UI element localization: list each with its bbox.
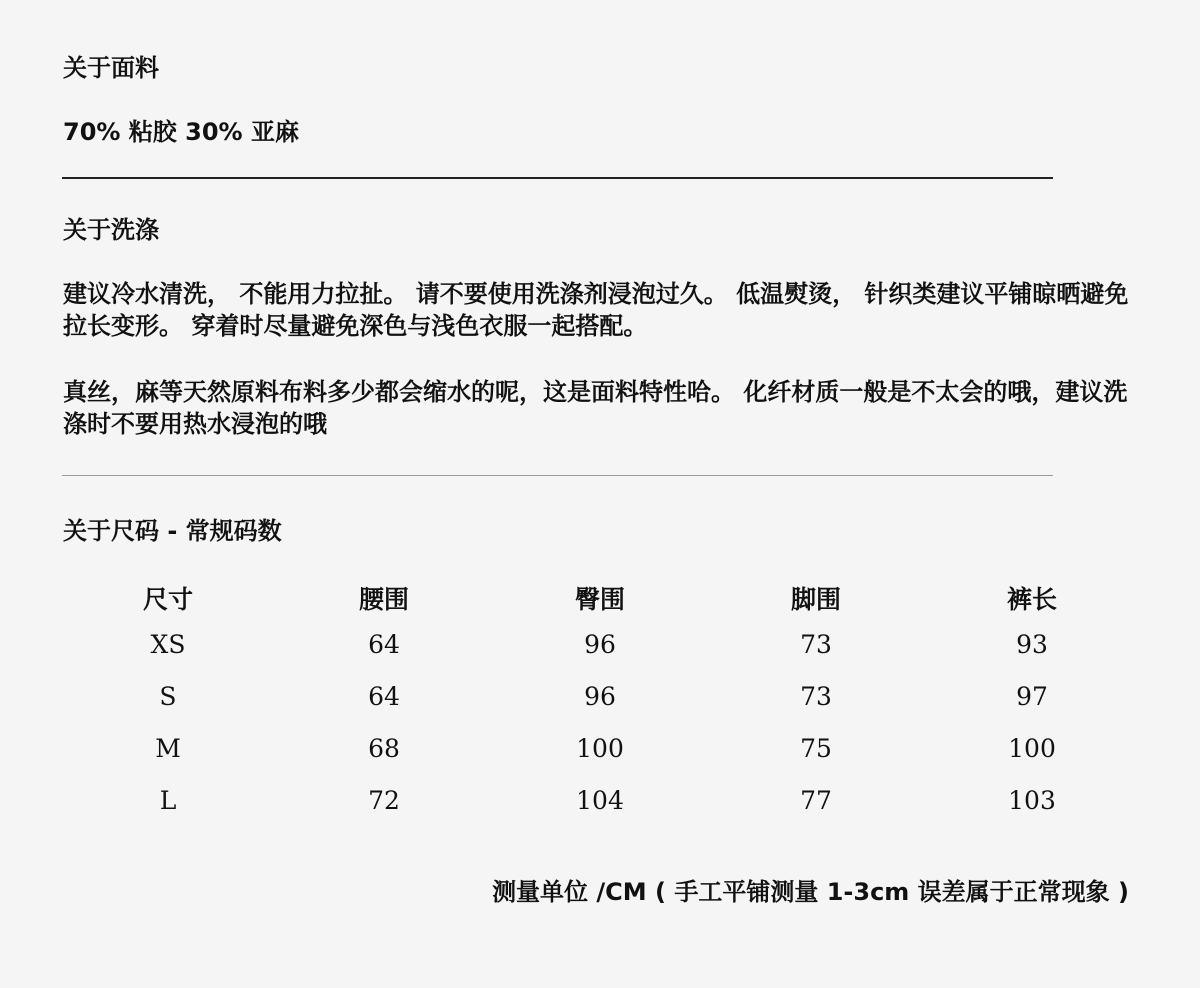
hip-cell: 100 (576, 733, 624, 763)
fabric-heading: 关于面料 (63, 54, 159, 82)
shrinkage-note: 真丝，麻等天然原料布料多少都会缩水的呢，这是面料特性哈。 化纤材质一般是不太会的哦，建议洗涤时不要用热水浸泡的哦 (63, 378, 1128, 438)
table-row (60, 722, 1140, 774)
size-cell: M (155, 733, 181, 763)
column-header-length: 裤长 (1006, 585, 1057, 614)
hip-cell: 104 (576, 785, 624, 815)
waist-cell: 72 (368, 785, 400, 815)
waist-cell: 68 (368, 733, 400, 763)
hem-cell: 77 (800, 785, 832, 815)
size-heading: 关于尺码 - 常规码数 (63, 517, 282, 545)
washing-instructions: 建议冷水清洗， 不能用力拉扯。 请不要使用洗涤剂浸泡过久。 低温熨烫， 针织类建议平铺晾晒避免拉长变形。 穿着时尽量避免深色与浅色衣服一起搭配。 (63, 280, 1129, 340)
size-cell: S (159, 681, 177, 711)
measurement-note: 测量单位 /CM ( 手工平铺测量 1-3cm 误差属于正常现象 ) (492, 878, 1129, 906)
waist-cell: 64 (368, 681, 400, 711)
column-header-waist: 腰围 (358, 585, 409, 614)
hem-cell: 75 (800, 733, 832, 763)
table-row (60, 670, 1140, 722)
table-row (60, 774, 1140, 826)
section-divider-washing (62, 475, 1053, 476)
table-row (60, 618, 1140, 670)
hem-cell: 73 (800, 681, 832, 711)
hem-cell: 73 (800, 629, 832, 659)
length-cell: 103 (1008, 785, 1056, 815)
washing-heading: 关于洗涤 (63, 216, 159, 244)
length-cell: 93 (1016, 629, 1048, 659)
length-cell: 100 (1008, 733, 1056, 763)
fabric-composition: 70% 粘胶 30% 亚麻 (63, 118, 299, 146)
column-header-hem: 脚围 (790, 585, 841, 614)
hip-cell: 96 (584, 629, 616, 659)
column-header-hip: 臀围 (574, 585, 625, 614)
section-divider-fabric (62, 177, 1053, 179)
size-table (60, 578, 1140, 826)
size-cell: XS (150, 629, 186, 659)
length-cell: 97 (1016, 681, 1048, 711)
size-table-header (60, 578, 1140, 618)
hip-cell: 96 (584, 681, 616, 711)
size-cell: L (159, 785, 177, 815)
column-header-size: 尺寸 (142, 585, 193, 614)
waist-cell: 64 (368, 629, 400, 659)
